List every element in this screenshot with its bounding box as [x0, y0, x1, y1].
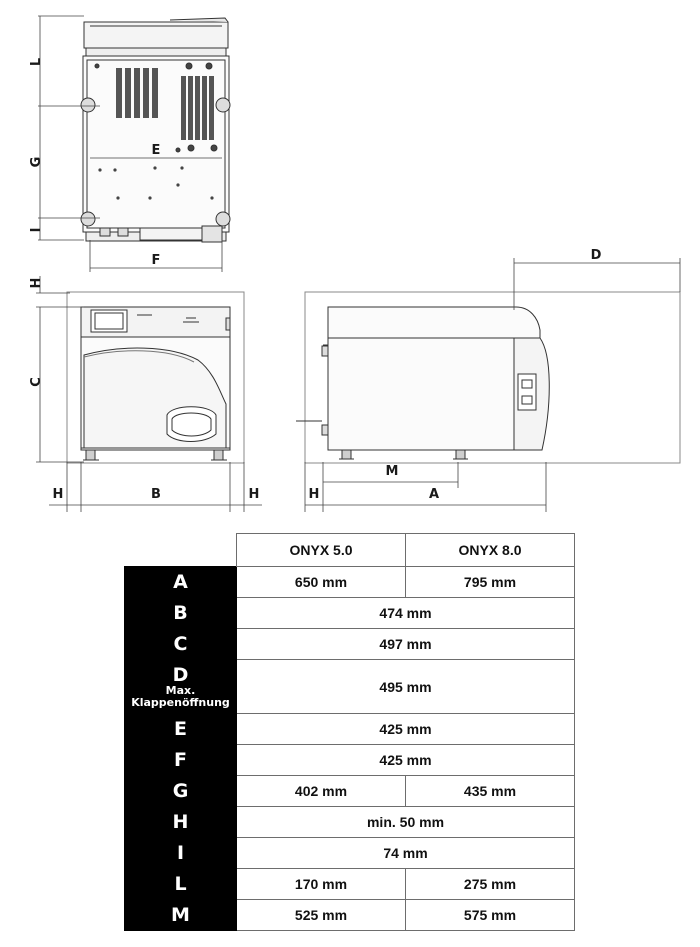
table-row: [125, 567, 575, 598]
table-header-row: [125, 534, 575, 567]
value-cell-shared: 474 mm: [237, 598, 575, 629]
front-view: [67, 292, 244, 463]
value-cell-onyx-5: 170 mm: [237, 869, 406, 900]
value-cell-onyx-8: 575 mm: [406, 900, 575, 931]
value-cell-shared: 495 mm: [237, 660, 575, 714]
dim-label-g: G: [29, 156, 44, 168]
row-key-letter: H: [172, 811, 189, 833]
row-key-letter: E: [174, 718, 187, 740]
table-row: [125, 869, 575, 900]
dim-label-b: B: [151, 487, 161, 502]
vent-grille-right: [181, 76, 214, 140]
table-corner: [125, 534, 237, 567]
dim-label-i: I: [29, 227, 44, 233]
value-cell-shared: 425 mm: [237, 714, 575, 745]
rear-view: [81, 18, 230, 242]
row-key-letter: I: [176, 842, 185, 864]
column-header-onyx-8: ONYX 8.0: [406, 534, 575, 567]
dim-label-m: M: [385, 464, 399, 479]
row-key-letter: G: [172, 780, 189, 802]
table-row: [125, 660, 575, 714]
row-key-m: [125, 900, 237, 931]
row-key-letter: L: [174, 873, 187, 895]
value-cell-onyx-8: 435 mm: [406, 776, 575, 807]
side-view: [296, 292, 680, 463]
dim-label-c: C: [29, 377, 44, 387]
value-cell-onyx-8: 795 mm: [406, 567, 575, 598]
row-key-d: [125, 660, 237, 714]
row-key-a: [125, 567, 237, 598]
row-key-note: Klappenöffnung: [131, 695, 230, 709]
value-cell-onyx-8: 275 mm: [406, 869, 575, 900]
table-row: [125, 714, 575, 745]
table-row: [125, 807, 575, 838]
table-row: [125, 745, 575, 776]
value-cell-shared: 497 mm: [237, 629, 575, 660]
value-cell-shared: min. 50 mm: [237, 807, 575, 838]
value-cell-onyx-5: 650 mm: [237, 567, 406, 598]
value-cell-onyx-5: 402 mm: [237, 776, 406, 807]
row-key-c: [125, 629, 237, 660]
value-cell-shared: 425 mm: [237, 745, 575, 776]
dim-label-l: L: [29, 57, 44, 67]
dim-label-h-top: H: [29, 277, 44, 289]
row-key-note: Max.: [165, 683, 196, 697]
row-key-e: [125, 714, 237, 745]
dim-label-h-right: H: [248, 487, 260, 502]
row-key-letter: F: [174, 749, 187, 771]
table-row: [125, 598, 575, 629]
value-cell-shared: 74 mm: [237, 838, 575, 869]
column-header-onyx-5: ONYX 5.0: [237, 534, 406, 567]
dim-label-a: A: [428, 487, 440, 502]
value-cell-onyx-5: 525 mm: [237, 900, 406, 931]
row-key-i: [125, 838, 237, 869]
dimensions-table: [124, 533, 575, 931]
row-key-b: [125, 598, 237, 629]
dim-label-e: E: [151, 143, 161, 158]
row-key-h: [125, 807, 237, 838]
dim-label-h-left: H: [52, 487, 64, 502]
row-key-letter: A: [173, 571, 188, 593]
table-row: [125, 838, 575, 869]
table-row: [125, 776, 575, 807]
table-row: [125, 629, 575, 660]
row-key-letter: M: [171, 904, 190, 926]
dim-label-f: F: [151, 253, 161, 268]
table-row: [125, 900, 575, 931]
row-key-l: [125, 869, 237, 900]
row-key-g: [125, 776, 237, 807]
row-key-letter: B: [173, 602, 188, 624]
row-key-f: [125, 745, 237, 776]
dim-label-d: D: [590, 248, 602, 263]
row-key-letter: C: [173, 633, 188, 655]
dim-label-h-side: H: [308, 487, 320, 502]
row-key-letter: D: [172, 663, 189, 686]
